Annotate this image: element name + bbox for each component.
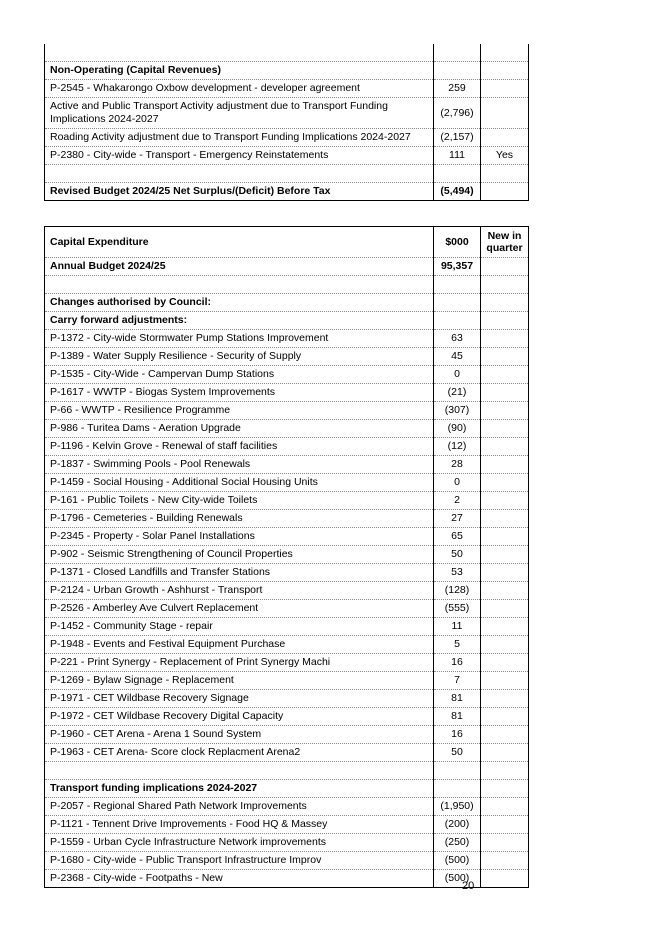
row-label: Carry forward adjustments: — [45, 312, 434, 330]
table-row — [45, 183, 529, 201]
row-label: P-2368 - City-wide - Footpaths - New — [45, 870, 434, 888]
table-row — [45, 780, 529, 798]
page-number: 20 — [462, 880, 475, 892]
row-amount: 28 — [434, 456, 481, 474]
row-new-in-quarter — [481, 474, 529, 492]
row-amount — [434, 165, 481, 183]
row-label: P-161 - Public Toilets - New City-wide Toilets — [45, 492, 434, 510]
row-new-in-quarter — [481, 852, 529, 870]
row-new-in-quarter — [481, 492, 529, 510]
table-row — [45, 276, 529, 294]
row-new-in-quarter — [481, 183, 529, 201]
row-new-in-quarter — [481, 348, 529, 366]
row-new-in-quarter — [481, 438, 529, 456]
row-new-in-quarter — [481, 528, 529, 546]
table-row — [45, 762, 529, 780]
row-label: P-1960 - CET Arena - Arena 1 Sound System — [45, 726, 434, 744]
row-label: P-66 - WWTP - Resilience Programme — [45, 402, 434, 420]
row-amount: (5,494) — [434, 183, 481, 201]
row-new-in-quarter — [481, 546, 529, 564]
row-new-in-quarter — [481, 690, 529, 708]
row-label: P-986 - Turitea Dams - Aeration Upgrade — [45, 420, 434, 438]
row-amount — [434, 312, 481, 330]
row-label: P-1371 - Closed Landfills and Transfer Stations — [45, 564, 434, 582]
revenue-table — [44, 44, 529, 201]
table-row — [45, 312, 529, 330]
row-label: Transport funding implications 2024-2027 — [45, 780, 434, 798]
table-row — [45, 636, 529, 654]
table-header-row — [45, 227, 529, 258]
capital-expenditure-table — [44, 226, 529, 888]
row-new-in-quarter — [481, 44, 529, 62]
row-new-in-quarter — [481, 708, 529, 726]
capital-expenditure-table-body — [45, 227, 529, 888]
row-amount: 65 — [434, 528, 481, 546]
row-new-in-quarter — [481, 834, 529, 852]
row-label: Active and Public Transport Activity adjustment due to Transport Funding Implications 2024-2027 — [45, 98, 434, 129]
row-label: P-2380 - City-wide - Transport - Emergency Reinstatements — [45, 147, 434, 165]
row-label: P-902 - Seismic Strengthening of Council Properties — [45, 546, 434, 564]
row-new-in-quarter — [481, 294, 529, 312]
row-amount: (1,950) — [434, 798, 481, 816]
row-new-in-quarter — [481, 456, 529, 474]
row-amount: 111 — [434, 147, 481, 165]
row-label: P-221 - Print Synergy - Replacement of Print Synergy Machi — [45, 654, 434, 672]
row-amount: 16 — [434, 726, 481, 744]
table-row — [45, 672, 529, 690]
table-row — [45, 258, 529, 276]
table-row — [45, 80, 529, 98]
row-label: P-1972 - CET Wildbase Recovery Digital Capacity — [45, 708, 434, 726]
row-label: P-1680 - City-wide - Public Transport Infrastructure Improv — [45, 852, 434, 870]
row-new-in-quarter — [481, 330, 529, 348]
row-amount: (2,157) — [434, 129, 481, 147]
row-amount: 81 — [434, 690, 481, 708]
table-row — [45, 384, 529, 402]
table-row — [45, 690, 529, 708]
row-new-in-quarter — [481, 816, 529, 834]
row-label: P-2345 - Property - Solar Panel Installations — [45, 528, 434, 546]
row-new-in-quarter — [481, 312, 529, 330]
row-amount: 11 — [434, 618, 481, 636]
row-new-in-quarter — [481, 420, 529, 438]
row-new-in-quarter — [481, 165, 529, 183]
table-row — [45, 528, 529, 546]
row-amount: (307) — [434, 402, 481, 420]
row-label — [45, 762, 434, 780]
table-row — [45, 456, 529, 474]
row-label: P-1389 - Water Supply Resilience - Security of Supply — [45, 348, 434, 366]
row-new-in-quarter — [481, 654, 529, 672]
row-label: P-1796 - Cemeteries - Building Renewals — [45, 510, 434, 528]
table-row — [45, 654, 529, 672]
table-row — [45, 474, 529, 492]
row-amount: 63 — [434, 330, 481, 348]
table-row — [45, 834, 529, 852]
row-label: P-2057 - Regional Shared Path Network Improvements — [45, 798, 434, 816]
row-label: P-1971 - CET Wildbase Recovery Signage — [45, 690, 434, 708]
row-new-in-quarter — [481, 636, 529, 654]
row-label: Changes authorised by Council: — [45, 294, 434, 312]
table-row — [45, 492, 529, 510]
row-new-in-quarter — [481, 276, 529, 294]
table-row — [45, 726, 529, 744]
row-label: P-2526 - Amberley Ave Culvert Replacement — [45, 600, 434, 618]
table-row — [45, 294, 529, 312]
row-new-in-quarter — [481, 510, 529, 528]
row-new-in-quarter — [481, 780, 529, 798]
row-amount: (128) — [434, 582, 481, 600]
table-row — [45, 798, 529, 816]
row-amount: 27 — [434, 510, 481, 528]
table-row — [45, 147, 529, 165]
row-label: P-1948 - Events and Festival Equipment Purchase — [45, 636, 434, 654]
table-row — [45, 44, 529, 62]
row-new-in-quarter — [481, 726, 529, 744]
row-label: P-1559 - Urban Cycle Infrastructure Network improvements — [45, 834, 434, 852]
row-amount: 0 — [434, 366, 481, 384]
row-amount: 16 — [434, 654, 481, 672]
row-label: P-1535 - City-Wide - Campervan Dump Stations — [45, 366, 434, 384]
row-new-in-quarter — [481, 798, 529, 816]
table-row — [45, 546, 529, 564]
row-label: P-1269 - Bylaw Signage - Replacement — [45, 672, 434, 690]
table-row — [45, 62, 529, 80]
row-new-in-quarter — [481, 62, 529, 80]
table-row — [45, 330, 529, 348]
row-label: Non-Operating (Capital Revenues) — [45, 62, 434, 80]
row-label — [45, 44, 434, 62]
row-amount: 0 — [434, 474, 481, 492]
row-label: P-1617 - WWTP - Biogas System Improvements — [45, 384, 434, 402]
table-row — [45, 600, 529, 618]
row-amount: (21) — [434, 384, 481, 402]
row-amount: (500) — [434, 852, 481, 870]
row-amount: 53 — [434, 564, 481, 582]
row-amount: (555) — [434, 600, 481, 618]
row-new-in-quarter — [481, 582, 529, 600]
row-amount — [434, 762, 481, 780]
row-label: P-1963 - CET Arena- Score clock Replacment Arena2 — [45, 744, 434, 762]
row-new-in-quarter: Yes — [481, 147, 529, 165]
table-row — [45, 366, 529, 384]
table-row — [45, 348, 529, 366]
row-amount — [434, 62, 481, 80]
header-capital-expenditure: Capital Expenditure — [45, 227, 434, 258]
row-new-in-quarter — [481, 129, 529, 147]
row-new-in-quarter — [481, 564, 529, 582]
row-new-in-quarter — [481, 402, 529, 420]
row-new-in-quarter — [481, 618, 529, 636]
header-new-in-quarter: New in quarter — [481, 227, 529, 258]
row-label: P-2124 - Urban Growth - Ashhurst - Transport — [45, 582, 434, 600]
row-new-in-quarter — [481, 744, 529, 762]
table-row — [45, 165, 529, 183]
row-amount: 5 — [434, 636, 481, 654]
row-label — [45, 165, 434, 183]
row-amount: (90) — [434, 420, 481, 438]
row-amount: (500) — [434, 870, 481, 888]
row-amount: 7 — [434, 672, 481, 690]
row-label: P-1837 - Swimming Pools - Pool Renewals — [45, 456, 434, 474]
row-amount: 2 — [434, 492, 481, 510]
row-new-in-quarter — [481, 870, 529, 888]
row-amount — [434, 294, 481, 312]
row-amount: 95,357 — [434, 258, 481, 276]
row-label: P-1459 - Social Housing - Additional Social Housing Units — [45, 474, 434, 492]
header-amount: $000 — [434, 227, 481, 258]
row-amount: 259 — [434, 80, 481, 98]
row-amount: (12) — [434, 438, 481, 456]
row-amount: (250) — [434, 834, 481, 852]
table-row — [45, 870, 529, 888]
row-label: P-2545 - Whakarongo Oxbow development - developer agreement — [45, 80, 434, 98]
table-row — [45, 420, 529, 438]
row-label: P-1452 - Community Stage - repair — [45, 618, 434, 636]
row-label — [45, 276, 434, 294]
table-row — [45, 129, 529, 147]
row-new-in-quarter — [481, 366, 529, 384]
table-row — [45, 510, 529, 528]
row-new-in-quarter — [481, 672, 529, 690]
table-row — [45, 816, 529, 834]
row-amount — [434, 780, 481, 798]
table-row — [45, 852, 529, 870]
row-new-in-quarter — [481, 384, 529, 402]
row-new-in-quarter — [481, 258, 529, 276]
row-label: Revised Budget 2024/25 Net Surplus/(Deficit) Before Tax — [45, 183, 434, 201]
table-row — [45, 708, 529, 726]
table-row — [45, 582, 529, 600]
row-label: Annual Budget 2024/25 — [45, 258, 434, 276]
row-new-in-quarter — [481, 600, 529, 618]
row-label: Roading Activity adjustment due to Transport Funding Implications 2024-2027 — [45, 129, 434, 147]
row-amount: 50 — [434, 744, 481, 762]
row-label: P-1121 - Tennent Drive Improvements - Food HQ & Massey — [45, 816, 434, 834]
row-amount: (2,796) — [434, 98, 481, 129]
revenue-table-body — [45, 44, 529, 201]
table-row — [45, 438, 529, 456]
row-amount — [434, 276, 481, 294]
row-label: P-1196 - Kelvin Grove - Renewal of staff facilities — [45, 438, 434, 456]
row-new-in-quarter — [481, 98, 529, 129]
table-row — [45, 98, 529, 129]
row-amount: 45 — [434, 348, 481, 366]
row-amount: (200) — [434, 816, 481, 834]
row-label: P-1372 - City-wide Stormwater Pump Stations Improvement — [45, 330, 434, 348]
table-row — [45, 618, 529, 636]
table-row — [45, 564, 529, 582]
row-new-in-quarter — [481, 80, 529, 98]
row-amount: 81 — [434, 708, 481, 726]
row-amount — [434, 44, 481, 62]
row-amount: 50 — [434, 546, 481, 564]
table-row — [45, 744, 529, 762]
row-new-in-quarter — [481, 762, 529, 780]
table-row — [45, 402, 529, 420]
